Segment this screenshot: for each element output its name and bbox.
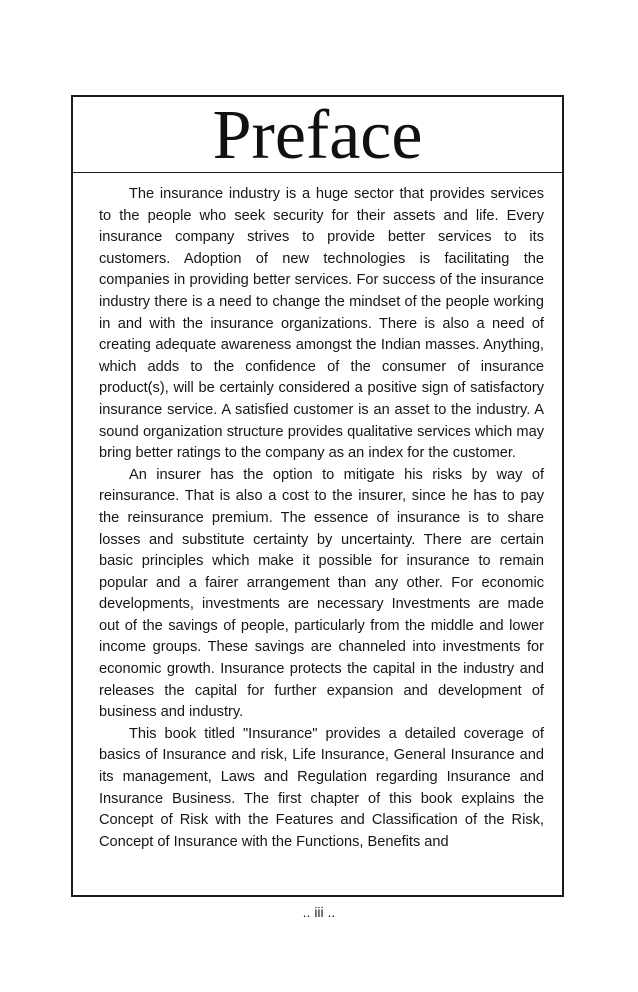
title-divider — [73, 172, 562, 173]
paragraph: An insurer has the option to mitigate his risks by way of reinsurance. That is also a cost to the insurer, since he has to pay the reinsurance premium. The essence of insurance is to share losses and substitute certainty by uncertainty. There are certain basic principles which make it possible for insurance to remain popular and a fairer arrangement than any other. For economic developments, investments are necessary Investments are made out of the savings of people, particularly from the middle and lower income groups. These savings are channeled into investments for economic growth. Insurance protects the capital in the industry and releases the capital for further expansion and development of business and industry. — [99, 466, 544, 721]
paragraph: This book titled "Insurance" provides a detailed coverage of basics of Insurance and risk, Life Insurance, General Insurance and its management, Laws and Regulation regarding Insurance and Insurance Business. The first chapter of this book explains the Concept of Risk with the Features and Classification of the Risk, Concept of Insurance with the Functions, Benefits and — [99, 725, 544, 850]
page-number: .. iii .. — [302, 904, 336, 920]
page-frame — [71, 95, 564, 897]
paragraph: The insurance industry is a huge sector that provides services to the people who seek security for their assets and life. Every insurance company strives to provide better services to its customers. Adoption of new technologies is facilitating the companies in providing better services. For success of the insurance industry there is a need to change the mindset of the people working in and with the insurance organizations. There is also a need of creating adequate awareness amongst the Indian masses. Anything, which adds to the confidence of the consumer of insurance product(s), will be certainly considered a positive sign of satisfactory insurance service. A satisfied customer is an asset to the industry. A sound organization structure provides qualitative services which may bring better ratings to the company as an index for the customer. — [99, 186, 544, 462]
preface-body — [99, 184, 544, 853]
page-title: Preface — [212, 97, 423, 174]
